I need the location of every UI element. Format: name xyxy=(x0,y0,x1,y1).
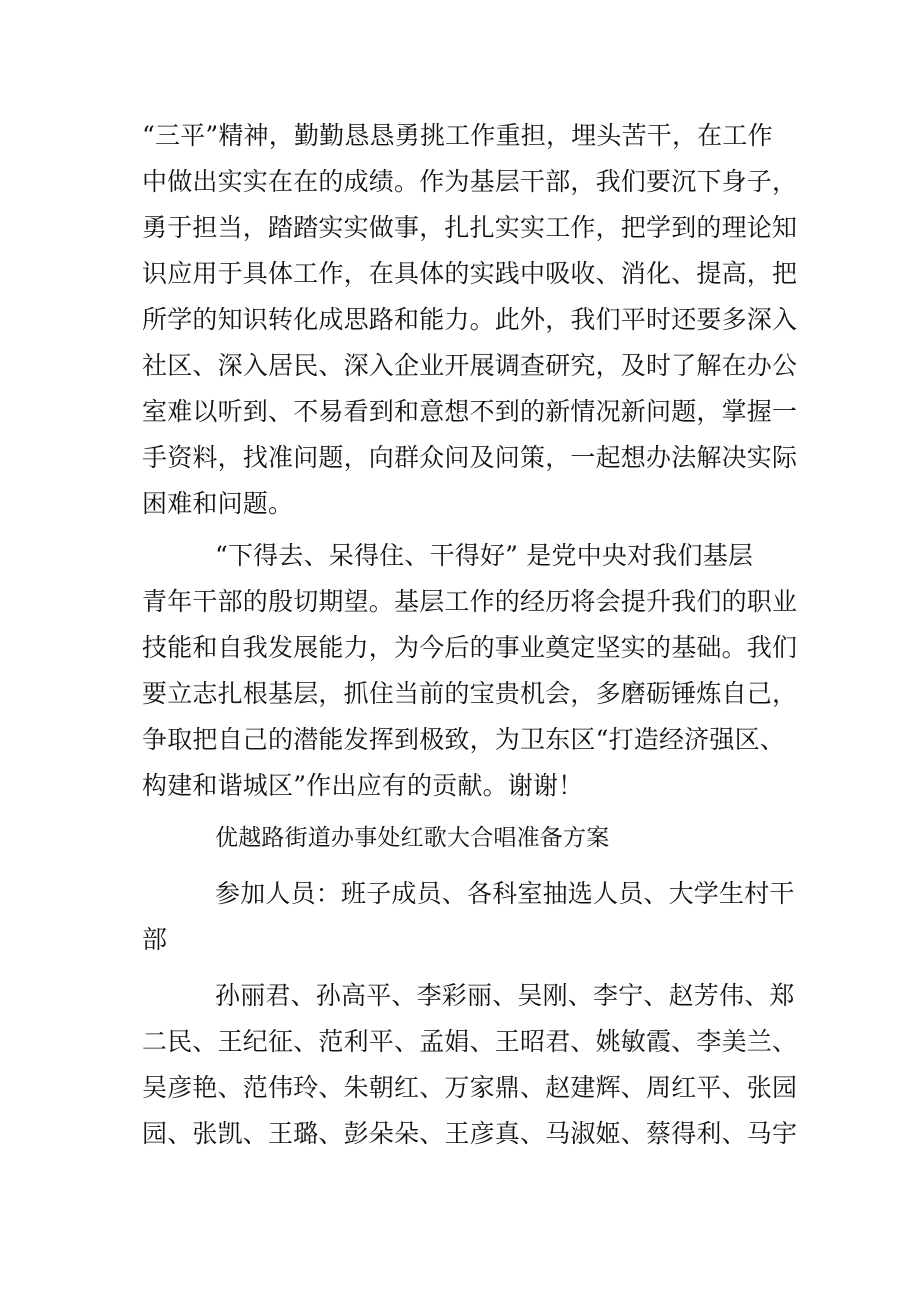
paragraph-1-line-1: “三平”精神，勤勤恳恳勇挑工作重担，埋头苦干，在工作 xyxy=(142,121,773,150)
paragraph-1-line-9: 困难和问题。 xyxy=(142,489,294,518)
paragraph-2-line-4: 要立志扎根基层，抓住当前的宝贵机会，多磨砺锤炼自己， xyxy=(142,679,798,708)
names-line-4: 园、张凯、王璐、彭朵朵、王彦真、马淑姬、蔡得利、马宇 xyxy=(142,1119,798,1148)
paragraph-1-line-4: 识应用于具体工作，在具体的实践中吸收、消化、提高，把 xyxy=(142,259,798,288)
paragraph-1-line-6: 社区、深入居民、深入企业开展调查研究，及时了解在办公 xyxy=(142,351,798,380)
participants-line-1: 参加人员：班子成员、各科室抽选人员、大学生村干 xyxy=(215,879,795,908)
paragraph-1-line-7: 室难以听到、不易看到和意想不到的新情况新问题，掌握一 xyxy=(142,397,798,426)
paragraph-1-line-5: 所学的知识转化成思路和能力。此外，我们平时还要多深入 xyxy=(142,305,798,334)
paragraph-2-line-6: 构建和谐城区”作出应有的贡献。谢谢！ xyxy=(142,771,584,800)
names-line-3: 吴彦艳、范伟玲、朱朝红、万家鼎、赵建辉、周红平、张园 xyxy=(142,1073,798,1102)
names-line-2: 二民、王纪征、范利平、孟娟、王昭君、姚敏霞、李美兰、 xyxy=(142,1027,798,1056)
paragraph-1-line-3: 勇于担当，踏踏实实做事，扎扎实实工作，把学到的理论知 xyxy=(142,213,798,242)
paragraph-2-line-1: “下得去、呆得住、干得好” 是党中央对我们基层 xyxy=(215,541,754,570)
participants-line-2: 部 xyxy=(142,925,168,954)
paragraph-2-line-3: 技能和自我发展能力，为今后的事业奠定坚实的基础。我们 xyxy=(142,633,798,662)
paragraph-1-line-8: 手资料，找准问题，向群众问及问策，一起想办法解决实际 xyxy=(142,443,798,472)
plan-title: 优越路街道办事处红歌大合唱准备方案 xyxy=(215,825,610,851)
paragraph-1-line-2: 中做出实实在在的成绩。作为基层干部，我们要沉下身子， xyxy=(142,167,798,196)
paragraph-2-line-2: 青年干部的殷切期望。基层工作的经历将会提升我们的职业 xyxy=(142,587,798,616)
paragraph-2-line-5: 争取把自己的潜能发挥到极致，为卫东区“打造经济强区、 xyxy=(142,725,785,754)
names-line-1: 孙丽君、孙高平、李彩丽、吴刚、李宁、赵芳伟、郑 xyxy=(215,981,795,1010)
